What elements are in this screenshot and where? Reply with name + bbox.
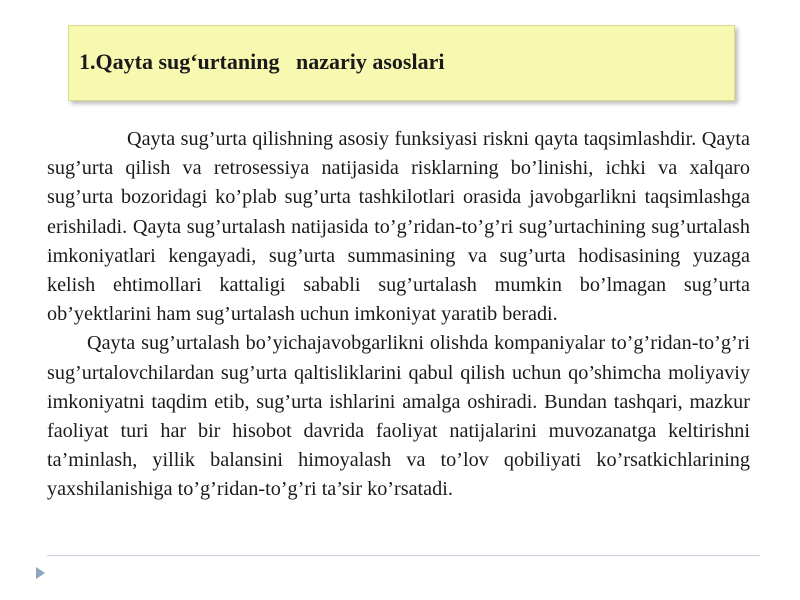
slide-title-box bbox=[68, 25, 735, 101]
play-arrow-icon[interactable] bbox=[36, 567, 45, 579]
paragraph-2: Qayta sug’urtalash bo’yichajavobgarlikni olishda kompaniyalar to’g’ridan-to’g’ri sug’urtalovchilardan sug’urta qaltisliklarini qabul qilish uchun qo’shimcha moliyaviy imkoniyatni taqdim etib, sug’urta ishlarini amalga oshiradi. Bundan tashqari, mazkur faoliyat turi har bir hisobot davrida faoliyat natijalarini muvozanatga keltirishni ta’minlash, yillik balansini himoyalash va to’lov qobiliyati ko’rsatkichlarining yaxshilanishiga to’g’ridan-to’g’ri ta’sir ko’rsatadi. bbox=[47, 332, 750, 501]
slide-title: 1.Qayta sug‘urtaning nazariy asoslari bbox=[79, 49, 445, 74]
paragraph-1: Qayta sug’urta qilishning asosiy funksiyasi riskni qayta taqsimlashdir. Qayta sug’urta qilish va retrosessiya natijasida risklarning bo’linishi, ichki va xalqaro sug’urta bozoridagi ko’plab sug’urta tashkilotlari orasida javobgarlikni taqsimlashga erishiladi. Qayta sug’urtalash natijasida to’g’ridan-to’g’ri sug’urtachining sug’urtalash imkoniyatlari kengayadi, sug’urta summasining va sug’urta hodisasining yuzaga kelish ehtimollari kattaligi sababli sug’urtalash mumkin bo’lmagan sug’urta ob’yektlarini ham sug’urtalash uchun imkoniyat yaratib beradi. bbox=[47, 128, 750, 326]
slide-body bbox=[47, 125, 750, 505]
footer-divider bbox=[47, 555, 760, 556]
